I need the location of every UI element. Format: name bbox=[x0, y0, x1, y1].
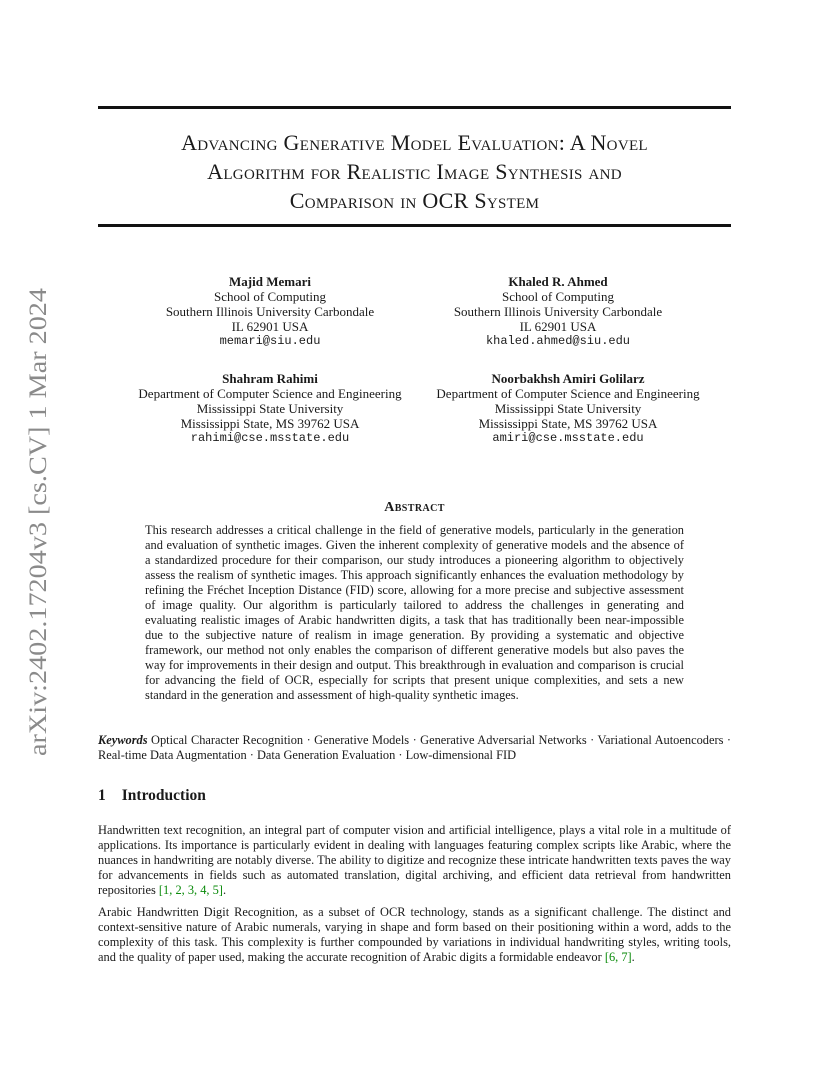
author-university: Southern Illinois University Carbondale bbox=[453, 304, 663, 319]
section-heading bbox=[98, 787, 206, 805]
paper-title bbox=[98, 128, 731, 215]
author-department: School of Computing bbox=[502, 289, 614, 304]
author-block bbox=[408, 371, 728, 446]
author-department: Department of Computer Science and Engineering bbox=[436, 386, 700, 401]
abstract-heading: Abstract bbox=[384, 500, 445, 515]
citation-link[interactable]: [6, 7] bbox=[604, 950, 632, 964]
body-paragraph bbox=[98, 905, 731, 965]
keywords bbox=[98, 733, 731, 763]
author-address: IL 62901 USA bbox=[231, 319, 309, 334]
author-name: Khaled R. Ahmed bbox=[508, 274, 608, 289]
title-rule-bottom bbox=[98, 224, 731, 227]
author-email[interactable]: memari@siu.edu bbox=[219, 334, 321, 348]
author-name: Shahram Rahimi bbox=[222, 371, 318, 386]
keywords-label: Keywords bbox=[98, 733, 148, 747]
author-block bbox=[120, 274, 420, 349]
author-block bbox=[408, 274, 708, 349]
citation-link[interactable]: [1, 2, 3, 4, 5] bbox=[158, 883, 223, 897]
author-department: School of Computing bbox=[214, 289, 326, 304]
body-paragraph bbox=[98, 823, 731, 898]
title-rule-top bbox=[98, 106, 731, 109]
section-title: Introduction bbox=[121, 787, 206, 804]
author-department: Department of Computer Science and Engineering bbox=[138, 386, 402, 401]
arxiv-identifier-text: arXiv:2402.17204v3 [cs.CV] 1 Mar 2024 bbox=[25, 340, 52, 756]
paragraph-text: Arabic Handwritten Digit Recognition, as a subset of OCR technology, stands as a significant challenge. The distinct and context-sensitive nature of Arabic numerals, varying in shape and form based on their positioning within a word, adds to the complexity of this task. This complexity is further compounded by variations in individual handwriting styles, writing tools, and the quality of paper used, making the accurate recognition of Arabic digits a formidable endeavor bbox=[98, 905, 731, 964]
title-line-2: Algorithm for Realistic Image Synthesis and bbox=[207, 159, 622, 184]
arxiv-identifier bbox=[16, 286, 56, 756]
section-number: 1 bbox=[98, 787, 106, 804]
author-email[interactable]: khaled.ahmed@siu.edu bbox=[485, 334, 631, 348]
author-email[interactable]: rahimi@cse.msstate.edu bbox=[190, 431, 350, 445]
paragraph-end: . bbox=[631, 950, 635, 964]
author-name: Noorbakhsh Amiri Golilarz bbox=[491, 371, 645, 386]
author-university: Southern Illinois University Carbondale bbox=[165, 304, 375, 319]
paragraph-text: Handwritten text recognition, an integral part of computer vision and artificial intelligence, plays a vital role in a multitude of applications. Its importance is particularly evident in dealing with languages featuring complex scripts like Arabic, where the nuances in handwriting are notably diverse. The ability to digitize and recognize these intricate handwritten texts paves the way for advancements in fields such as automated translation, digital archiving, and efficient data retrieval from handwritten repositories bbox=[98, 823, 731, 897]
author-address: IL 62901 USA bbox=[519, 319, 597, 334]
author-university: Mississippi State University bbox=[494, 401, 642, 416]
author-address: Mississippi State, MS 39762 USA bbox=[478, 416, 658, 431]
abstract-text: This research addresses a critical challenge in the field of generative models, particularly in the generation and evaluation of synthetic images. Given the inherent complexity of generative models and the absence of a standardized procedure for their comparison, our study introduces a pioneering algorithm to objectively assess the realism of synthetic images. This approach significantly enhances the evaluation methodology by refining the Fréchet Inception Distance (FID) score, allowing for a more precise and subjective assessment of image quality. Our algorithm is particularly tailored to address the challenges in generating and evaluating realistic images of Arabic handwritten digits, a task that has traditionally been near-impossible due to the subjective nature of realism in image generation. By providing a systematic and objective framework, our method not only enables the comparison of different generative models but also paves the way for improvements in their design and output. This breakthrough in evaluation and comparison is crucial for advancing the field of OCR, especially for scripts that present unique complexities, and sets a new standard in the generation and assessment of high-quality synthetic images. bbox=[145, 523, 684, 702]
author-university: Mississippi State University bbox=[196, 401, 344, 416]
author-name: Majid Memari bbox=[229, 274, 311, 289]
author-address: Mississippi State, MS 39762 USA bbox=[180, 416, 360, 431]
paragraph-end: . bbox=[222, 883, 227, 897]
keywords-text: Optical Character Recognition · Generative Models · Generative Adversarial Networks · Variational Autoencoders · Real-time Data Augmentation · Data Generation Evaluation · Low-dimensional FID bbox=[98, 733, 731, 762]
author-block bbox=[110, 371, 430, 446]
title-line-1: Advancing Generative Model Evaluation: A Novel bbox=[181, 130, 648, 155]
title-line-3: Comparison in OCR System bbox=[289, 188, 540, 213]
author-email[interactable]: amiri@cse.msstate.edu bbox=[492, 431, 644, 445]
